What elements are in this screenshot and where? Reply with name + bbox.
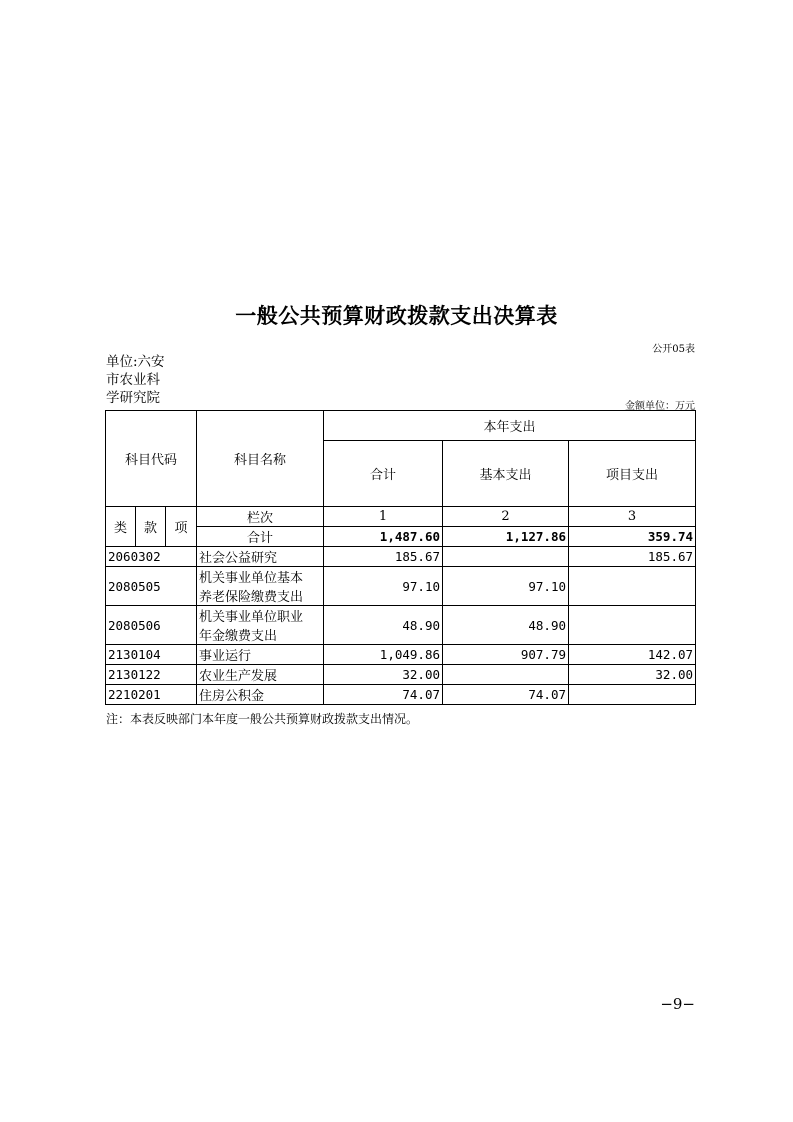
unit-line-2: 市农业科 [106,372,160,388]
row-name [197,665,324,685]
header-subject-code: 科目代码 [106,411,197,507]
table-row [106,547,696,567]
row-project: 142.07 [569,645,696,665]
page-number: −9− [660,995,695,1013]
row-basic [443,665,569,685]
header-basic: 基本支出 [443,441,569,507]
total-label: 合计 [197,527,324,547]
row-total: 1,049.86 [324,645,443,665]
row-basic: 74.07 [443,685,569,705]
row-total: 48.90 [324,606,443,645]
form-code: 公开05表 [652,344,695,355]
row-name [197,645,324,665]
total-basic: 1,127.86 [443,527,569,547]
amount-unit: 金额单位：万元 [625,401,695,412]
header-subject-name: 科目名称 [197,411,324,507]
row-basic [443,547,569,567]
row-name-line: 事业运行 [199,649,252,664]
table-row [106,567,696,606]
header-total: 合计 [324,441,443,507]
row-total: 74.07 [324,685,443,705]
header-xiang: 项 [166,507,197,547]
row-project: 185.67 [569,547,696,567]
row-name [197,567,324,606]
column-number-3: 3 [569,507,696,527]
row-name-line: 养老保险缴费支出 [199,590,304,605]
row-name [197,547,324,567]
row-name-line: 农业生产发展 [199,669,278,684]
header-lanci: 栏次 [197,507,324,527]
expense-table [105,410,696,705]
unit-line-3: 学研究院 [106,390,160,406]
header-year-expense: 本年支出 [324,411,696,441]
column-number-2: 2 [443,507,569,527]
row-code: 2130104 [106,645,197,665]
total-project: 359.74 [569,527,696,547]
row-total: 32.00 [324,665,443,685]
row-code: 2060302 [106,547,197,567]
row-name [197,606,324,645]
row-project [569,567,696,606]
row-basic: 97.10 [443,567,569,606]
row-basic: 48.90 [443,606,569,645]
table-row [106,665,696,685]
unit-line-1: 单位:六安 [106,354,165,370]
header-kuan: 款 [136,507,166,547]
row-name-line: 机关事业单位基本 [199,571,304,586]
table-row [106,606,696,645]
row-code: 2080506 [106,606,197,645]
unit-name [106,353,165,407]
table-note: 注：本表反映部门本年度一般公共预算财政拨款支出情况。 [106,712,419,726]
row-project [569,685,696,705]
row-project: 32.00 [569,665,696,685]
table-row [106,685,696,705]
row-total: 97.10 [324,567,443,606]
page-title: 一般公共预算财政拨款支出决算表 [235,303,558,328]
row-code: 2210201 [106,685,197,705]
row-name-line: 社会公益研究 [199,551,278,566]
column-number-1: 1 [324,507,443,527]
row-name [197,685,324,705]
row-name-line: 机关事业单位职业 [199,610,304,625]
row-basic: 907.79 [443,645,569,665]
row-project [569,606,696,645]
header-project: 项目支出 [569,441,696,507]
row-name-line: 住房公积金 [199,689,265,704]
row-code: 2130122 [106,665,197,685]
header-lei: 类 [106,507,136,547]
total-amount: 1,487.60 [324,527,443,547]
row-code: 2080505 [106,567,197,606]
row-name-line: 年金缴费支出 [199,629,278,644]
table-row [106,645,696,665]
row-total: 185.67 [324,547,443,567]
